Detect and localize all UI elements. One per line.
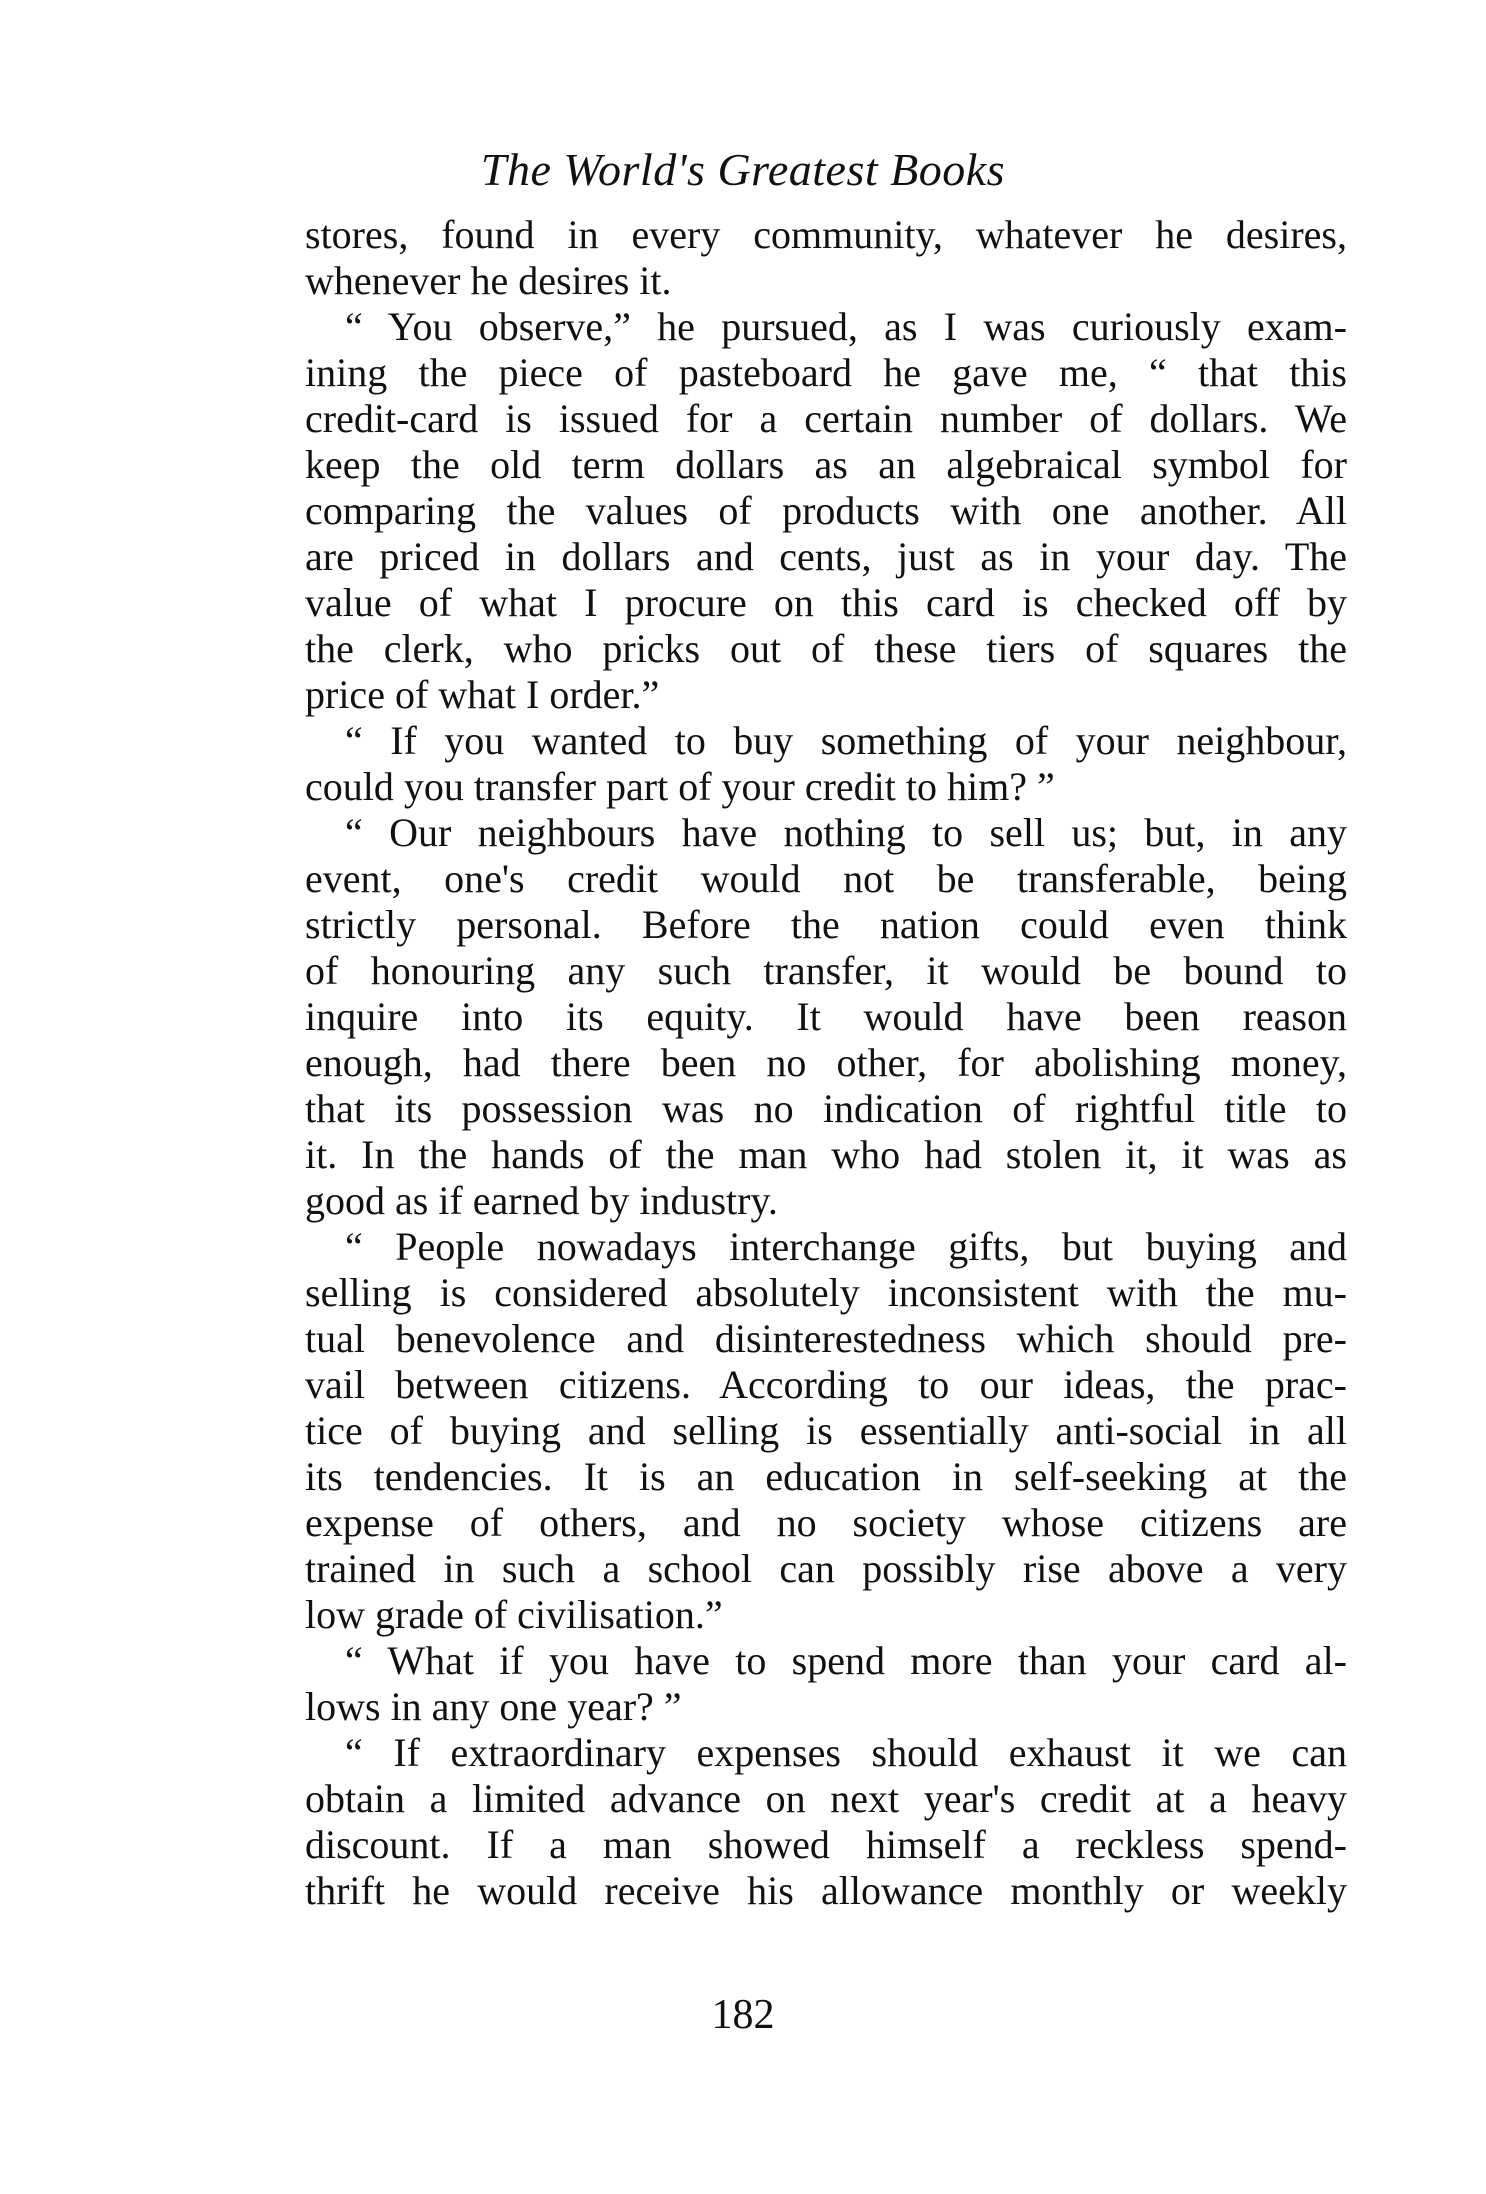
text-line: could you transfer part of your credit to him? ” bbox=[305, 764, 1055, 809]
page-number: 182 bbox=[711, 1992, 775, 2038]
text-line: price of what I order.” bbox=[305, 672, 660, 717]
text-line: value of what I procure on this card is checked off by bbox=[305, 580, 1347, 625]
text-line: inquire into its equity. It would have been reason bbox=[305, 994, 1347, 1039]
text-line: strictly personal. Before the nation could even think bbox=[305, 902, 1347, 947]
text-line: trained in such a school can possibly rise above a very bbox=[305, 1546, 1347, 1591]
text-line: “ If you wanted to buy something of your neighbour, bbox=[345, 718, 1347, 763]
text-line: it. In the hands of the man who had stolen it, it was as bbox=[305, 1132, 1347, 1177]
body-text bbox=[305, 212, 1347, 1914]
text-line: event, one's credit would not be transferable, being bbox=[305, 856, 1347, 901]
text-line: credit-card is issued for a certain number of dollars. We bbox=[305, 396, 1347, 441]
text-line: expense of others, and no society whose citizens are bbox=[305, 1500, 1347, 1545]
text-line: “ What if you have to spend more than your card al- bbox=[345, 1638, 1347, 1683]
text-line: the clerk, who pricks out of these tiers of squares the bbox=[305, 626, 1347, 671]
text-line: selling is considered absolutely inconsistent with the mu- bbox=[305, 1270, 1347, 1315]
text-line: obtain a limited advance on next year's credit at a heavy bbox=[305, 1776, 1347, 1821]
text-line: lows in any one year? ” bbox=[305, 1684, 682, 1729]
text-line: keep the old term dollars as an algebraical symbol for bbox=[305, 442, 1347, 487]
text-line: vail between citizens. According to our ideas, the prac- bbox=[305, 1362, 1347, 1407]
text-line: good as if earned by industry. bbox=[305, 1178, 778, 1223]
text-line: of honouring any such transfer, it would be bound to bbox=[305, 948, 1347, 993]
text-line: stores, found in every community, whatever he desires, bbox=[305, 212, 1347, 257]
text-line: “ Our neighbours have nothing to sell us; but, in any bbox=[345, 810, 1347, 855]
text-line: “ People nowadays interchange gifts, but buying and bbox=[345, 1224, 1347, 1269]
running-head: The World's Greatest Books bbox=[480, 144, 1006, 195]
text-line: tice of buying and selling is essentially anti-social in all bbox=[305, 1408, 1347, 1453]
text-line: “ You observe,” he pursued, as I was curiously exam- bbox=[345, 304, 1347, 349]
text-line: thrift he would receive his allowance monthly or weekly bbox=[305, 1868, 1347, 1913]
text-line: are priced in dollars and cents, just as in your day. The bbox=[305, 534, 1347, 579]
text-line: low grade of civilisation.” bbox=[305, 1592, 723, 1637]
text-line: “ If extraordinary expenses should exhaust it we can bbox=[345, 1730, 1347, 1775]
text-line: tual benevolence and disinterestedness which should pre- bbox=[305, 1316, 1347, 1361]
text-line: ining the piece of pasteboard he gave me, “ that this bbox=[305, 350, 1347, 395]
text-line: enough, had there been no other, for abolishing money, bbox=[305, 1040, 1347, 1085]
text-line: whenever he desires it. bbox=[305, 258, 672, 303]
text-line: its tendencies. It is an education in self-seeking at the bbox=[305, 1454, 1347, 1499]
text-line: that its possession was no indication of rightful title to bbox=[305, 1086, 1347, 1131]
text-line: comparing the values of products with one another. All bbox=[305, 488, 1347, 533]
text-line: discount. If a man showed himself a reckless spend- bbox=[305, 1822, 1347, 1867]
